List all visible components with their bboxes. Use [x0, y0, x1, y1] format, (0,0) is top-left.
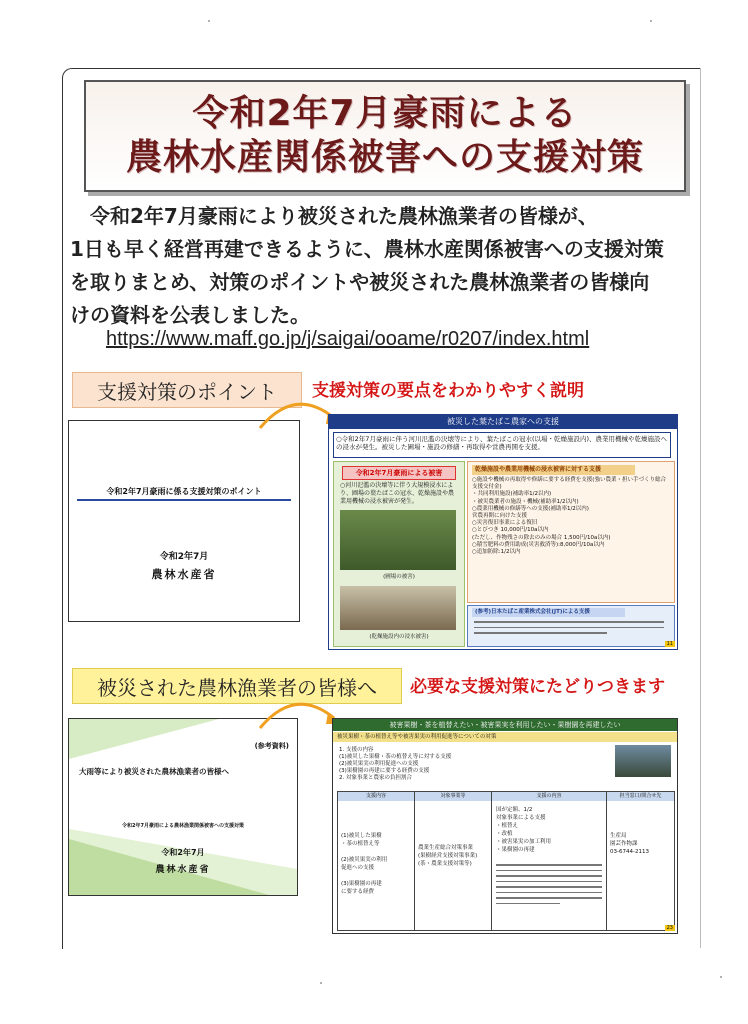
section-label-support-points: 支援対策のポイント	[72, 372, 302, 408]
table-detail-lines	[496, 864, 602, 908]
orchard-photo	[615, 745, 671, 777]
section-desc-support-points: 支援対策の要点をわかりやすく説明	[312, 381, 584, 401]
support-points-cover	[68, 420, 300, 622]
slide-support-text: 1. 支援の内容 (1)被災した果樹・茶の植替え等に対する支援 (2)被災果実の利用促進への支援 (3)果樹園の再建に要する経費の支援 2. 対象事業と農家の負担割合	[339, 747, 452, 781]
scan-speck	[720, 976, 722, 978]
slide-page-number: 23	[666, 925, 673, 931]
title-box	[84, 80, 686, 192]
section-label-for-farmers: 被災された農林漁業者の皆様へ	[72, 668, 402, 704]
table-header-1: 対象事業等	[415, 792, 492, 801]
cover-subtitle: 令和2年7月豪雨による農林漁業関係被害への支援対策	[122, 823, 244, 829]
jt-support-tag: (参考)日本たばこ産業株式会社(JT)による支援	[472, 608, 625, 617]
scan-speck	[320, 982, 322, 984]
slide-subheader: 被災果樹・茶の植替え等や被害果実の利用促進等についての対策	[333, 732, 677, 742]
table-cell-content: (1)被災した果樹 ・茶の植替え等 (2)被災果実の利用 促進への支援 (3)果樹園の再建 に要する経費	[341, 833, 388, 895]
slide-lead: ○令和2年7月豪雨に伴う河川氾濫の決壊等により、葉たばこの冠水(以場・乾燥施設内)、農業用機械や乾燥施設への浸水が発生。被災した圃場・施設の修繕・再取得や営農再開を支援。	[333, 432, 671, 458]
table-divider	[606, 792, 607, 930]
support-table	[337, 791, 675, 931]
table-divider	[491, 792, 492, 930]
jt-support-text-lines	[474, 621, 664, 638]
support-points-slide	[328, 414, 678, 650]
scan-speck	[650, 20, 652, 22]
facility-damage-photo	[340, 586, 456, 630]
farmers-guide-slide	[332, 718, 678, 934]
jt-support-panel	[467, 605, 675, 647]
table-divider	[414, 792, 415, 930]
intro-text	[70, 200, 695, 332]
support-text: ○施設や機械の再取得や修繕に要する経費を支援(強い農業・担い手づくり総合支援交付金) ・共同利用施設(補助率1/2以内) ・被災農業者の施設・機械(補助率1/2以内) ○農業用機械の修繕等への支援(補助率1/2以内) 営農再開に向けた支援 ○災害復旧事業による復旧 ○とびつき 10,000円/10a以内 (ただし、作物残さの除去のみの場合 1,500円/10a以内) ○積雪肥料の費用助成(災害救済等):8,000円/10a以内 ○追加防除:1/2以内	[472, 477, 666, 556]
scan-speck	[208, 20, 210, 22]
table-cell-detail: 国が定額、1/2 対象事業による支援 ・植替え ・改植 ・被害果実の加工利用 ・果樹園の再建	[496, 807, 552, 853]
damage-panel	[333, 461, 465, 647]
field-damage-caption: (圃場の被害)	[383, 574, 415, 580]
slide-page-number: 11	[666, 641, 673, 647]
slide-header: 被害果樹・茶を植替えたい・被害果実を利用したい・果樹園を再建したい	[333, 719, 677, 731]
cover-org: 農林水産省	[151, 568, 217, 581]
cover-date: 令和2年7月	[159, 552, 209, 562]
intro-line-3: を取りまとめ、対策のポイントや被災された農林漁業者の皆様向	[70, 270, 650, 294]
cover-title: 令和2年7月豪雨に係る支援対策のポイント	[106, 487, 262, 496]
damage-tag: 令和2年7月豪雨による被害	[342, 466, 456, 480]
damage-text: ○河川氾濫の決壊等に伴う大規模浸水により、圃場の葉たばこの冠水、乾燥施設や農業用機械の浸水被害が発生。	[340, 482, 455, 505]
scan-edge	[700, 68, 701, 948]
table-cell-contact: 生産局 園芸作物課 03-6744-2113	[610, 833, 649, 855]
cover-rule	[77, 499, 291, 501]
cover-title: 大雨等により被災された農林漁業者の皆様へ	[79, 767, 229, 776]
farmers-guide-cover	[68, 718, 298, 896]
title-line-2: 農林水産関係被害への支援対策	[125, 137, 644, 178]
slide-header: 被災した葉たばこ農家への支援	[329, 415, 677, 429]
support-panel	[467, 461, 675, 603]
title-line-1: 令和2年7月豪雨による	[192, 93, 578, 134]
intro-line-4: けの資料を公表しました。	[70, 303, 310, 327]
facility-damage-caption: (乾燥施設内の浸水被害)	[369, 634, 429, 640]
field-damage-photo	[340, 510, 456, 570]
section-desc-for-farmers: 必要な支援対策にたどりつきます	[410, 677, 665, 697]
table-header-2: 支援の内容	[492, 792, 607, 801]
cover-reference-label: (参考資料)	[254, 742, 289, 750]
intro-line-2: 1日も早く経営再建できるように、農林水産関係被害への支援対策	[70, 237, 664, 261]
support-tag: 乾燥施設や農業用機械の浸水被害に対する支援	[472, 465, 635, 475]
table-header-0: 支援内容	[338, 792, 415, 801]
table-cell-program: 農業生産総合対策事業 (果樹経営支援対策事業) (茶・農業支援対策等)	[418, 845, 478, 867]
cover-date: 令和2年7月	[161, 848, 205, 857]
cover-org: 農林水産省	[155, 865, 211, 875]
table-header-3: 担当窓口/問合せ先	[607, 792, 674, 801]
source-url-link[interactable]: https://www.maff.go.jp/j/saigai/ooame/r0207/index.html	[106, 328, 590, 350]
intro-line-1: 令和2年7月豪雨により被災された農林漁業者の皆様が、	[90, 204, 598, 228]
